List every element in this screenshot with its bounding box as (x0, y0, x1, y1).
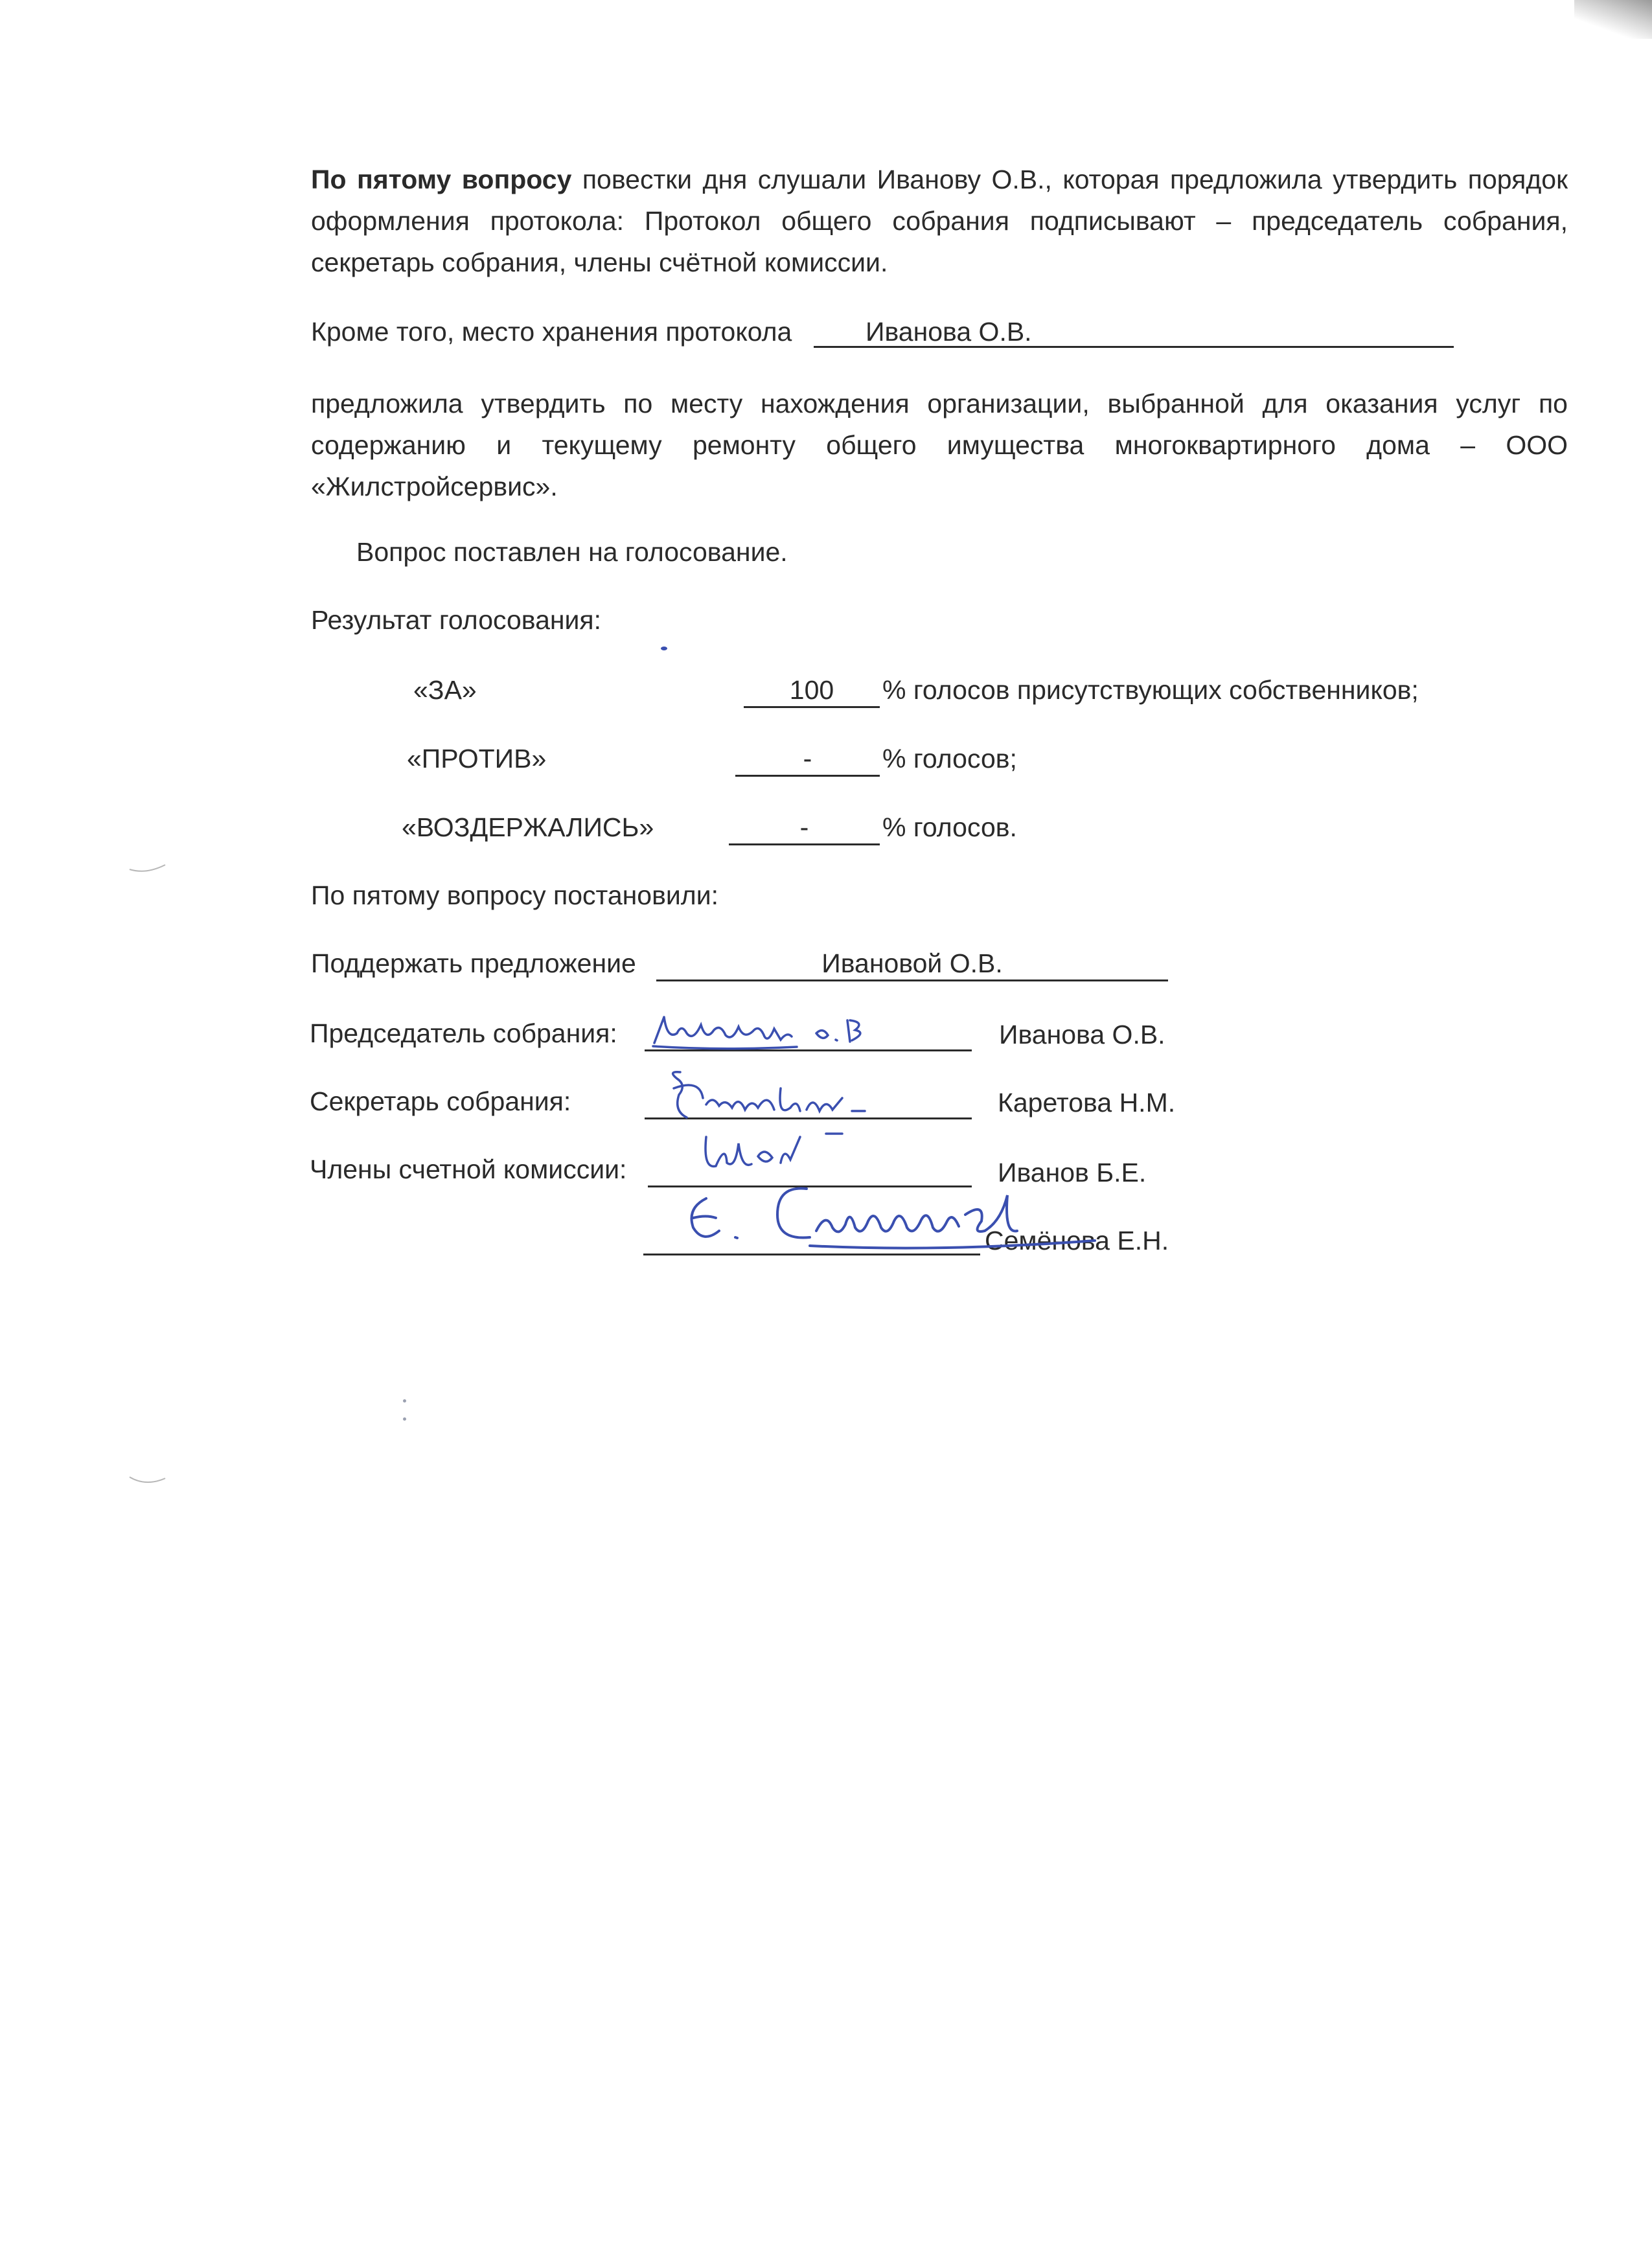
vote-against-suffix: % голосов; (882, 744, 1017, 773)
secretary-name: Каретова Н.М. (998, 1088, 1176, 1117)
results-title: Результат голосования: (311, 605, 602, 635)
decision-title: По пятому вопросу постановили: (311, 880, 719, 910)
ink-strokes (653, 1017, 860, 1049)
support-value: Ивановой О.В. (656, 947, 1168, 981)
support-label: Поддержать предложение (311, 948, 636, 978)
member2-signature (680, 1176, 1147, 1260)
vote-intro: Вопрос поставлен на голосование. (356, 537, 788, 567)
storage-value: Иванова О.В. (814, 315, 1454, 348)
vote-against-label: «ПРОТИВ» (407, 744, 547, 773)
question-five-text: повестки дня слушали Иванову О.В., которая предложила утвердить порядок оформления протокола: Протокол общего собрания подписывают – председатель собрания, секретарь собрания, члены счётной комиссии. (311, 165, 1568, 277)
ink-strokes (706, 1134, 842, 1166)
scan-speck (661, 647, 667, 650)
scan-mark (126, 855, 172, 875)
scan-edge (1574, 0, 1652, 39)
chair-signature (641, 1004, 913, 1056)
chair-name: Иванова О.В. (999, 1020, 1165, 1049)
ink-strokes (692, 1189, 1096, 1248)
member1-signature (687, 1117, 881, 1182)
ink-strokes (673, 1072, 865, 1117)
vote-for-suffix: % голосов присутствующих собственников; (882, 675, 1419, 705)
commission-label: Члены счетной комиссии: (310, 1154, 627, 1184)
scan-mark (126, 1471, 172, 1490)
question-five-lead: По пятому вопросу (311, 165, 572, 194)
scan-mark-stroke (130, 1477, 165, 1482)
chair-label: Председатель собрания: (310, 1018, 617, 1048)
vote-abstain-label: «ВОЗДЕРЖАЛИСЬ» (402, 812, 654, 842)
secretary-label: Секретарь собрания: (310, 1086, 571, 1116)
member1-name: Иванов Б.Е. (998, 1158, 1147, 1187)
proposal-paragraph: предложила утвердить по месту нахождения организации, выбранной для оказания услуг по содержанию и текущему ремонту общего имущества многоквартирного дома – ООО «Жилстройсервис». (311, 389, 1568, 501)
scan-speck (403, 1399, 406, 1403)
vote-abstain-value: - (729, 811, 880, 845)
scan-speck (403, 1417, 406, 1421)
scan-mark-stroke (130, 865, 165, 871)
member2-name: Семёнова Е.Н. (985, 1226, 1169, 1255)
vote-abstain-suffix: % голосов. (882, 812, 1017, 842)
vote-for-value: 100 (744, 674, 880, 708)
question-five-paragraph (311, 159, 1568, 283)
storage-label: Кроме того, место хранения протокола (311, 317, 792, 347)
vote-against-value: - (735, 742, 880, 777)
vote-for-label: «ЗА» (413, 675, 477, 705)
